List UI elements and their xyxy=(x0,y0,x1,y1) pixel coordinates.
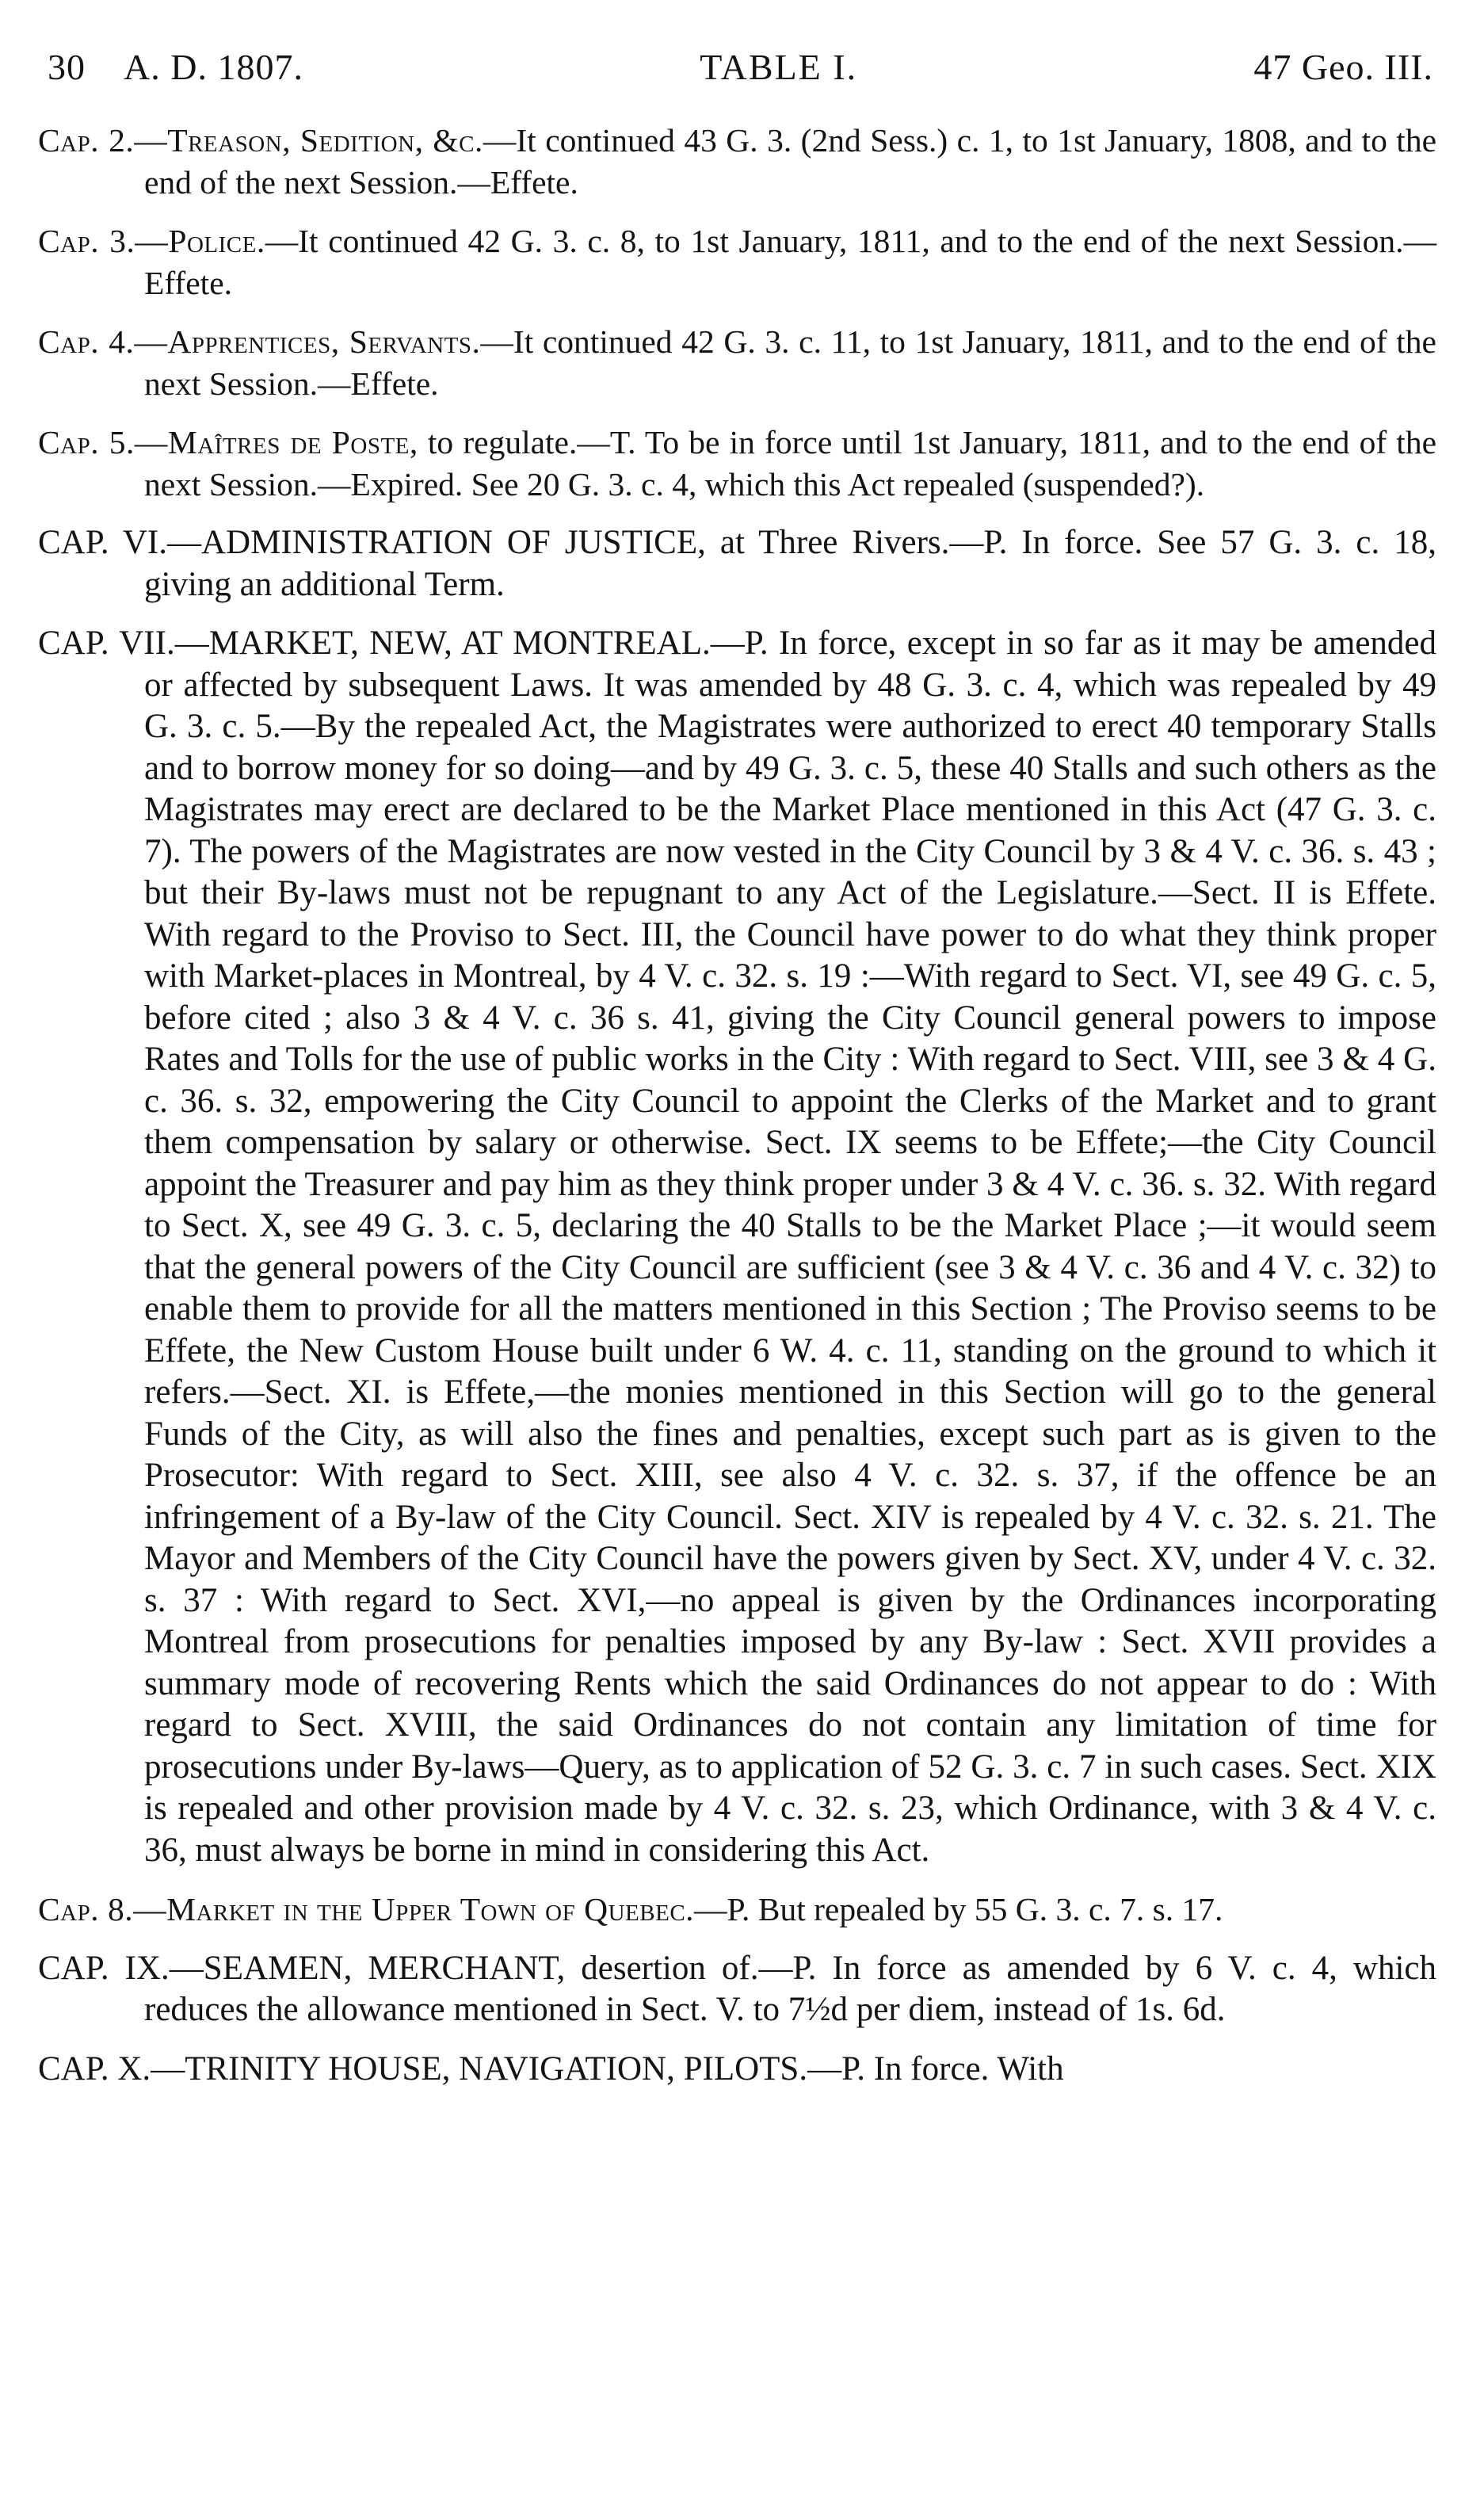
chapter-text: to regulate.—T. To be in force until 1st January, 1811, and to the end of the next Session.—Expired. See 20 G. 3. c. 4, which this Act repealed (suspended?). xyxy=(144,424,1436,502)
chapter-number: CAP. VI. xyxy=(38,524,167,561)
header-reign: 47 Geo. III. xyxy=(1253,47,1433,87)
chapter-text: desertion of.—P. In force as amended by 6 V. c. 4, which reduces the allowance mentioned in Sect. V. to 7½d per diem, instead of 1s. 6d. xyxy=(144,1949,1436,2028)
chapter-title: —MARKET, NEW, AT MONTREAL. xyxy=(174,625,711,662)
chapter-entry xyxy=(38,623,1436,1871)
running-header xyxy=(48,46,1433,88)
chapter-entry xyxy=(38,2049,1436,2091)
chapter-title: —Apprentices, Servants. xyxy=(134,323,481,360)
chapter-text: —P. In force. With xyxy=(807,2049,1064,2088)
chapter-entry xyxy=(38,522,1436,605)
chapter-number: Cap. 8. xyxy=(38,1891,134,1927)
chapter-title: —Maîtres de Poste, xyxy=(134,424,418,460)
chapter-text: —It continued 42 G. 3. c. 11, to 1st January, 1811, and to the end of the next Session.—Effete. xyxy=(144,323,1436,402)
chapter-number: Cap. 2. xyxy=(38,122,135,159)
chapter-title: —SEAMEN, MERCHANT, xyxy=(169,1949,566,1987)
chapter-text: —It continued 43 G. 3. (2nd Sess.) c. 1, to 1st January, 1808, and to the end of the next Session.—Effete. xyxy=(144,122,1436,201)
chapter-number: Cap. 3. xyxy=(38,223,135,259)
chapter-number: CAP. X. xyxy=(38,2049,151,2088)
header-year: A. D. 1807. xyxy=(124,47,303,87)
chapter-text: —P. In force, except in so far as it may be amended or affected by subsequent Laws. It was amended by 48 G. 3. c. 4, which was repealed by 49 G. 3. c. 5.—By the repealed Act, the Magistrates were authorized to erect 40 temporary Stalls and to borrow money for so doing—and by 49 G. 3. c. 5, these 40 Stalls and such others as the Magistrates may erect are declared to be the Market Place mentioned in this Act (47 G. 3. c. 7). The powers of the Magistrates are now vested in the City Council by 3 & 4 V. c. 36. s. 43 ; but their By-laws must not be repugnant to any Act of the Legislature.—Sect. II is Effete. With regard to the Proviso to Sect. III, the Council have power to do what they think proper with Market-places in Montreal, by 4 V. c. 32. s. 19 :—With regard to Sect. VI, see 49 G. c. 5, before cited ; also 3 & 4 V. c. 36 s. 41, giving the City Council general powers to impose Rates and Tolls for the use of public works in the City : With regard to Sect. VIII, see 3 & 4 G. c. 36. s. 32, empowering the City Council to appoint the Clerks of the Market and to grant them compensation by salary or otherwise. Sect. IX seems to be Effete;—the City Council appoint the Treasurer and pay him as they think proper under 3 & 4 V. c. 36. s. 32. With regard to Sect. X, see 49 G. 3. c. 5, declaring the 40 Stalls to be the Market Place ;—it would seem that the general powers of the City Council are sufficient (see 3 & 4 V. c. 36 and 4 V. c. 32) to enable them to provide for all the matters mentioned in this Section ; The Proviso seems to be Effete, the New Custom House built under 6 W. 4. c. 11, standing on the ground to which it refers.—Sect. XI. is Effete,—the monies mentioned in this Section will go to the general Funds of the City, as will also the fines and penalties, except such part as is given to the Prosecutor: With regard to Sect. XIII, see also 4 V. c. 32. s. 37, if the offence be an infringement of a By-law of the City Council. Sect. XIV is repealed by 4 V. c. 32. s. 21. The Mayor and Members of the City Council have the powers given by Sect. XV, under 4 V. c. 32. s. 37 : With regard to Sect. XVI,—no appeal is given by the Ordinances incorporating Montreal from prosecutions for penalties imposed by any By-law : Sect. XVII provides a summary mode of recovering Rents which the said Ordinances do not appear to do : With regard to Sect. XVIII, the said Ordinances do not contain any limitation of time for prosecutions under By-laws—Query, as to application of 52 G. 3. c. 7 in such cases. Sect. XIX is repealed and other provision made by 4 V. c. 32. s. 23, which Ordinance, with 3 & 4 V. c. 36, must always be borne in mind in considering this Act. xyxy=(144,625,1436,1869)
chapter-text: —P. But repealed by 55 G. 3. c. 7. s. 17. xyxy=(694,1891,1223,1927)
chapter-entry xyxy=(38,1948,1436,2031)
chapter-entry xyxy=(38,120,1436,203)
chapter-entry xyxy=(38,422,1436,505)
header-table-title: TABLE I. xyxy=(700,47,858,87)
chapter-text: at Three Rivers.—P. In force. See 57 G. 3. c. 18, giving an additional Term. xyxy=(144,524,1437,603)
chapter-number: CAP. VII. xyxy=(38,625,175,662)
chapter-entries xyxy=(38,120,1436,2090)
page-number: 30 xyxy=(48,47,86,87)
chapter-number: Cap. 5. xyxy=(38,424,135,460)
chapter-title: —Treason, Sedition, &c. xyxy=(134,122,483,159)
chapter-entry xyxy=(38,321,1436,404)
chapter-title: —Market in the Upper Town of Quebec. xyxy=(133,1891,695,1927)
chapter-title: —TRINITY HOUSE, NAVIGATION, PILOTS. xyxy=(151,2049,808,2088)
chapter-text: —It continued 42 G. 3. c. 8, to 1st January, 1811, and to the end of the next Session.—Effete. xyxy=(144,223,1436,301)
chapter-entry xyxy=(38,220,1436,304)
chapter-entry xyxy=(38,1889,1436,1931)
chapter-title: —Police. xyxy=(135,223,265,259)
chapter-number: CAP. IX. xyxy=(38,1949,170,1987)
chapter-title: —ADMINISTRATION OF JUSTICE, xyxy=(167,524,706,561)
chapter-number: Cap. 4. xyxy=(38,323,135,360)
header-left xyxy=(48,46,303,88)
